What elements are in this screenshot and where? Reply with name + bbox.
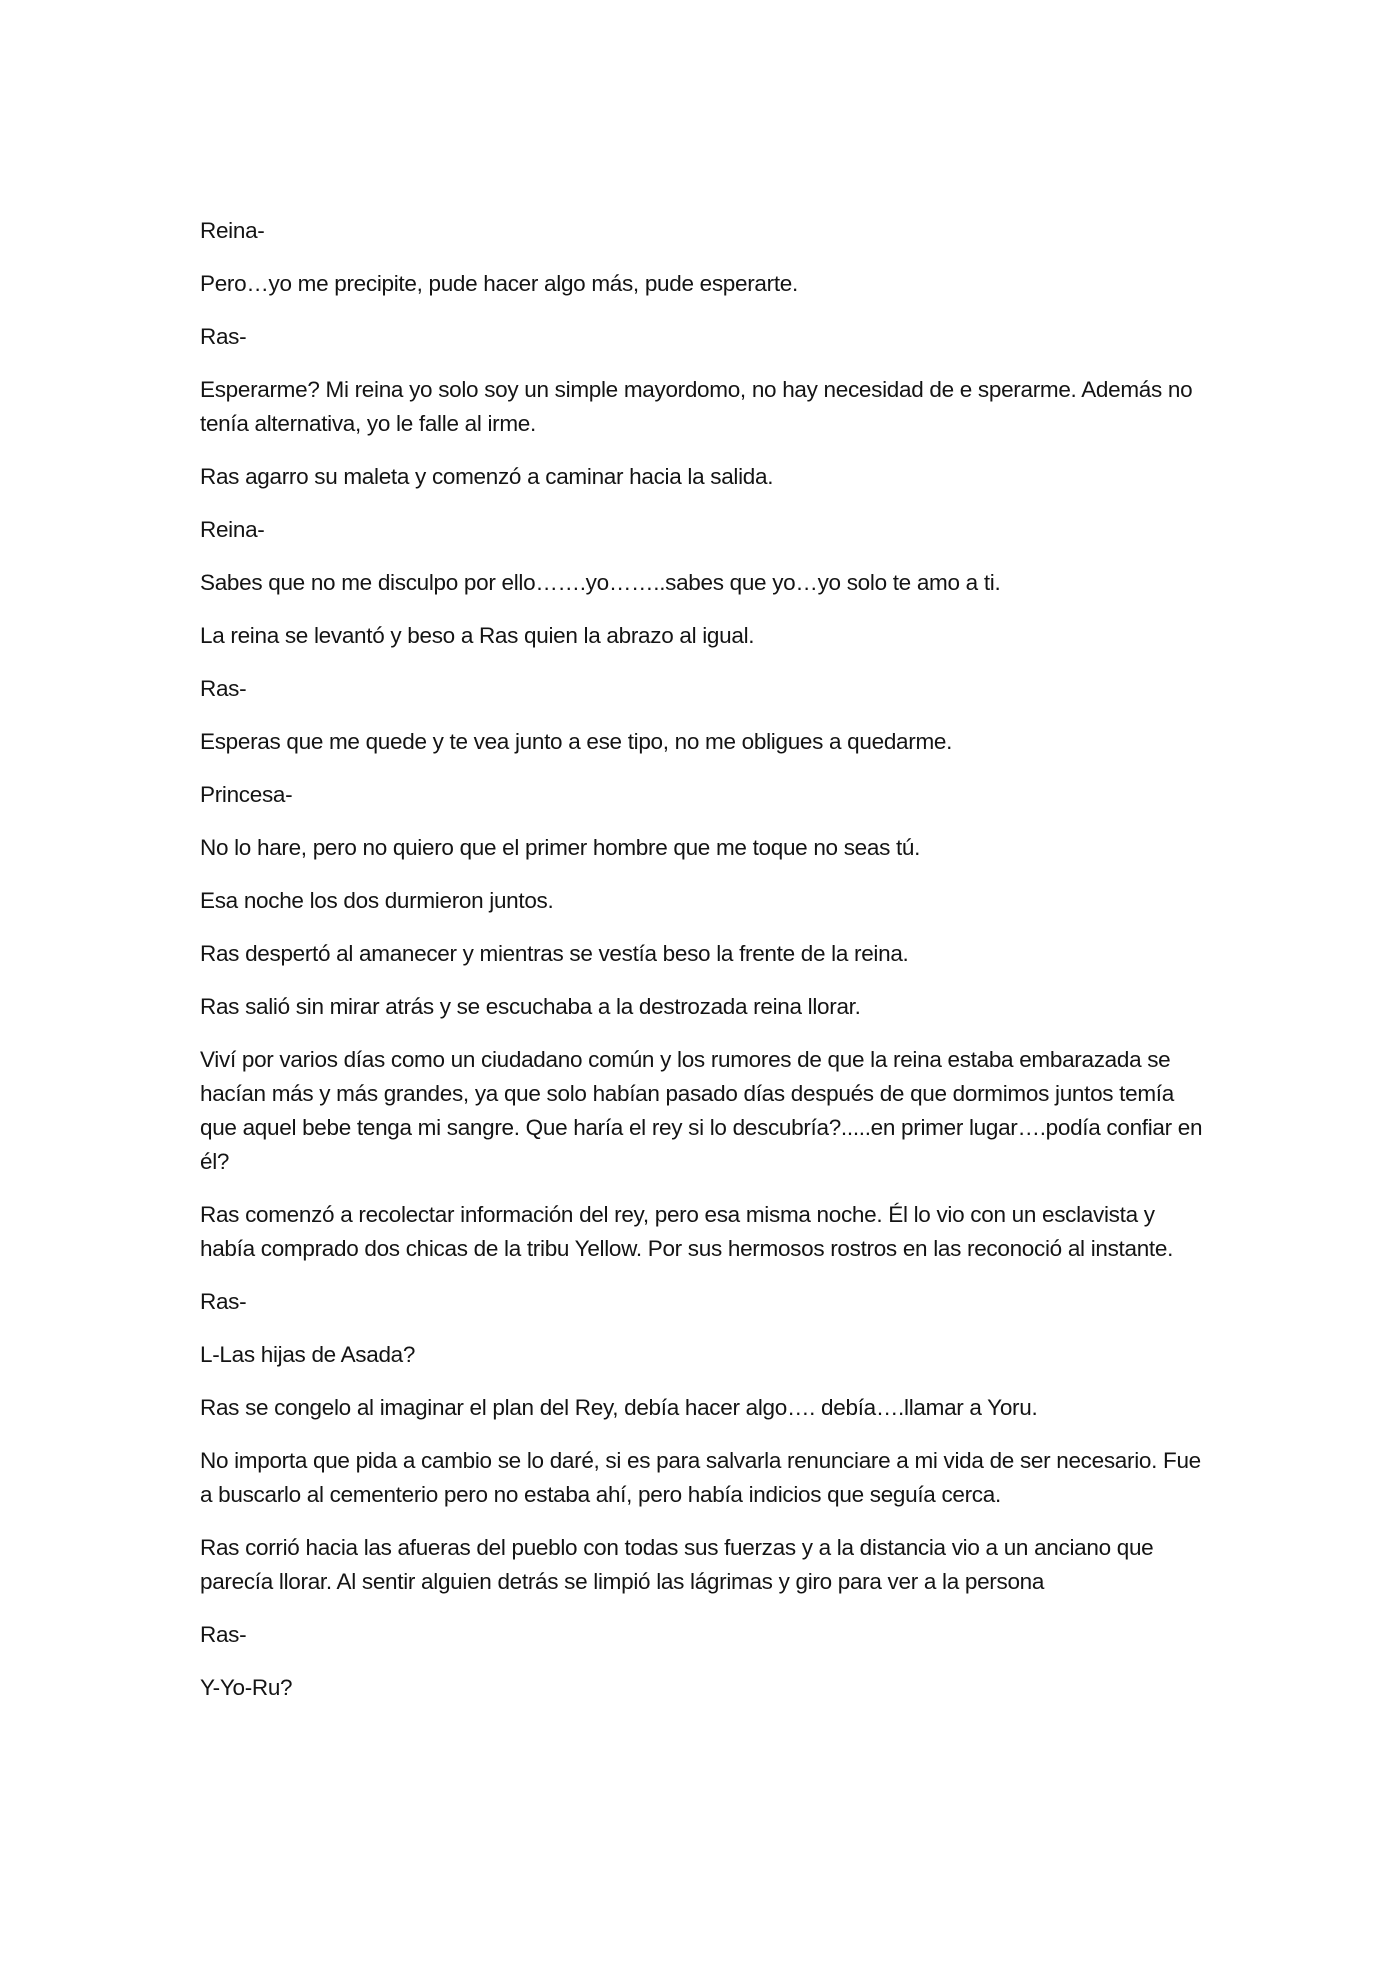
paragraph: Reina-: [200, 218, 265, 243]
paragraph: Sabes que no me disculpo por ello…….yo……..sabes que yo…yo solo te amo a ti.: [200, 570, 1001, 595]
paragraph: No importa que pida a cambio se lo daré, si es para salvarla renunciare a mi vida de ser necesario. Fue a buscarlo al cementerio pero no estaba ahí, pero había indicios que seguía cerca.: [200, 1448, 1201, 1507]
paragraph: Ras se congelo al imaginar el plan del Rey, debía hacer algo…. debía….llamar a Yoru.: [200, 1395, 1038, 1420]
paragraph: Esa noche los dos durmieron juntos.: [200, 888, 554, 913]
paragraph: La reina se levantó y beso a Ras quien la abrazo al igual.: [200, 623, 755, 648]
paragraph: Pero…yo me precipite, pude hacer algo más, pude esperarte.: [200, 271, 798, 296]
paragraph: Esperarme? Mi reina yo solo soy un simple mayordomo, no hay necesidad de e sperarme. Además no tenía alternativa, yo le falle al irme.: [200, 377, 1193, 436]
paragraph: Princesa-: [200, 782, 293, 807]
paragraph: Ras-: [200, 1622, 247, 1647]
paragraph: L-Las hijas de Asada?: [200, 1342, 416, 1367]
paragraph: Ras-: [200, 676, 247, 701]
paragraph: Y-Yo-Ru?: [200, 1675, 293, 1700]
paragraph: Viví por varios días como un ciudadano común y los rumores de que la reina estaba embarazada se hacían más y más grandes, ya que solo habían pasado días después de que dormimos juntos temía que aquel bebe tenga mi sangre. Que haría el rey si lo descubría?.....en primer lugar….podía confiar en él?: [200, 1047, 1203, 1174]
paragraph: Ras corrió hacia las afueras del pueblo con todas sus fuerzas y a la distancia vio a un anciano que parecía llorar. Al sentir alguien detrás se limpió las lágrimas y giro para ver a la persona: [200, 1535, 1154, 1594]
paragraph: No lo hare, pero no quiero que el primer hombre que me toque no seas tú.: [200, 835, 921, 860]
paragraph: Reina-: [200, 517, 265, 542]
paragraph: Ras despertó al amanecer y mientras se vestía beso la frente de la reina.: [200, 941, 909, 966]
document-body: [200, 214, 1210, 1724]
paragraph: Esperas que me quede y te vea junto a ese tipo, no me obligues a quedarme.: [200, 729, 953, 754]
paragraph: Ras salió sin mirar atrás y se escuchaba a la destrozada reina llorar.: [200, 994, 861, 1019]
paragraph: Ras agarro su maleta y comenzó a caminar hacia la salida.: [200, 464, 774, 489]
paragraph: Ras-: [200, 1289, 247, 1314]
paragraph: Ras comenzó a recolectar información del rey, pero esa misma noche. Él lo vio con un esclavista y había comprado dos chicas de la tribu Yellow. Por sus hermosos rostros en las reconoció al instante.: [200, 1202, 1174, 1261]
paragraph: Ras-: [200, 324, 247, 349]
